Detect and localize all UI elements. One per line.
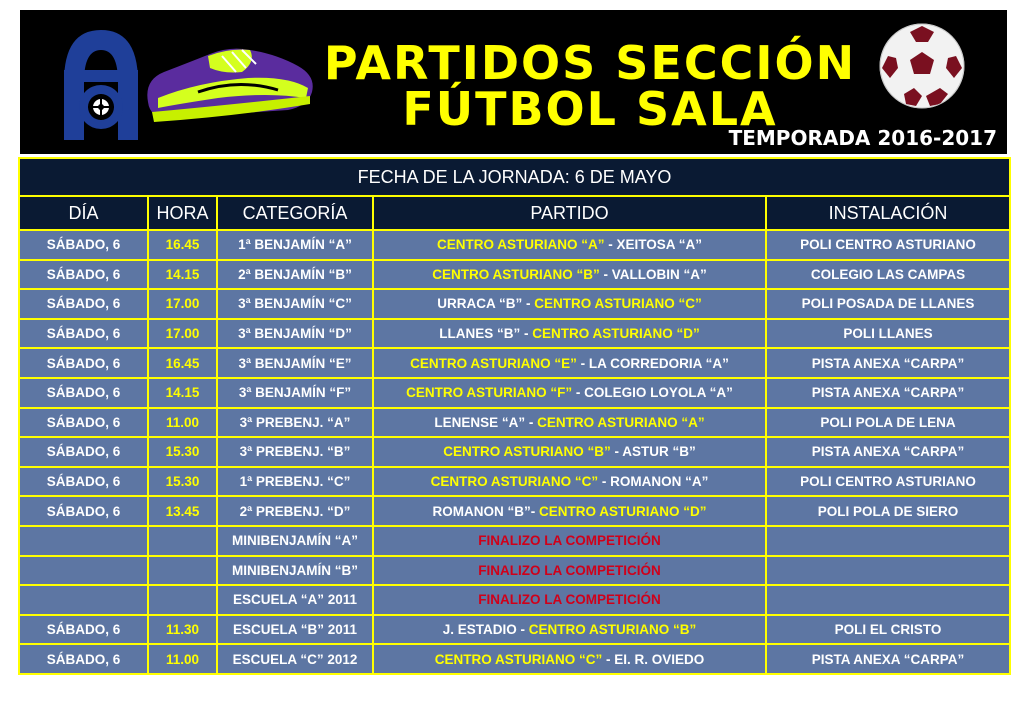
cell-dia: SÁBADO, 6: [19, 378, 148, 408]
cell-instalacion: POLI POSADA DE LLANES: [766, 289, 1010, 319]
futsal-ball-icon: [878, 22, 966, 110]
cell-partido: [373, 348, 766, 378]
cell-hora: 14.15: [148, 260, 217, 290]
cell-partido: [373, 260, 766, 290]
cell-instalacion: PISTA ANEXA “CARPA”: [766, 644, 1010, 674]
home-club-team-name: CENTRO ASTURIANO “A”: [537, 414, 705, 430]
cell-hora: 17.00: [148, 319, 217, 349]
cell-categoria: 3ª BENJAMÍN “F”: [217, 378, 373, 408]
cell-dia: SÁBADO, 6: [19, 348, 148, 378]
cell-dia: SÁBADO, 6: [19, 467, 148, 497]
cell-dia: SÁBADO, 6: [19, 644, 148, 674]
column-header-hora: HORA: [148, 196, 217, 230]
cell-dia: SÁBADO, 6: [19, 319, 148, 349]
home-club-team-name: CENTRO ASTURIANO “B”: [443, 444, 611, 460]
cell-categoria: ESCUELA “C” 2012: [217, 644, 373, 674]
home-club-team-name: CENTRO ASTURIANO “D”: [532, 326, 700, 342]
header-banner: [20, 10, 1007, 154]
cell-dia: [19, 526, 148, 556]
cell-hora: [148, 526, 217, 556]
cell-instalacion: PISTA ANEXA “CARPA”: [766, 378, 1010, 408]
cell-partido: [373, 319, 766, 349]
cell-hora: 11.00: [148, 644, 217, 674]
cell-partido: [373, 408, 766, 438]
cell-partido: [373, 230, 766, 260]
table-row: [19, 615, 1010, 645]
home-club-team-name: CENTRO ASTURIANO “A”: [436, 237, 605, 253]
cell-categoria: ESCUELA “A” 2011: [217, 585, 373, 615]
table-row: [19, 230, 1010, 260]
cell-categoria: MINIBENJAMÍN “A”: [217, 526, 373, 556]
table-row: [19, 585, 1010, 615]
cell-dia: [19, 556, 148, 586]
cell-categoria: 1ª BENJAMÍN “A”: [217, 230, 373, 260]
cell-categoria: 3ª PREBENJ. “B”: [217, 437, 373, 467]
opponent-team-name: LLANES “B” -: [439, 326, 533, 342]
cell-dia: SÁBADO, 6: [19, 408, 148, 438]
cell-categoria: ESCUELA “B” 2011: [217, 615, 373, 645]
home-club-team-name: CENTRO ASTURIANO “B”: [432, 266, 600, 282]
column-header-categoria: CATEGORÍA: [217, 196, 373, 230]
table-row: [19, 644, 1010, 674]
title-line-2: FÚTBOL SALA: [402, 82, 778, 136]
cell-hora: 16.45: [148, 348, 217, 378]
home-club-team-name: CENTRO ASTURIANO “D”: [539, 503, 707, 519]
cell-partido: [373, 467, 766, 497]
opponent-team-name: - EI. R. OVIEDO: [602, 651, 705, 667]
schedule-table: [18, 157, 1011, 675]
table-row: [19, 556, 1010, 586]
cell-hora: 16.45: [148, 230, 217, 260]
cell-categoria: 1ª PREBENJ. “C”: [217, 467, 373, 497]
table-row: [19, 260, 1010, 290]
opponent-team-name: - VALLOBIN “A”: [599, 266, 707, 282]
cell-instalacion: POLI CENTRO ASTURIANO: [766, 467, 1010, 497]
opponent-team-name: ROMANON “B”-: [432, 503, 539, 519]
cell-categoria: 3ª BENJAMÍN “E”: [217, 348, 373, 378]
home-club-team-name: CENTRO ASTURIANO “C”: [434, 651, 603, 667]
cell-hora: 14.15: [148, 378, 217, 408]
cell-dia: SÁBADO, 6: [19, 230, 148, 260]
cell-hora: [148, 556, 217, 586]
club-logo-icon: [56, 22, 146, 144]
table-row: [19, 496, 1010, 526]
opponent-team-name: URRACA “B” -: [437, 296, 535, 312]
cell-instalacion: PISTA ANEXA “CARPA”: [766, 348, 1010, 378]
cell-categoria: 2ª PREBENJ. “D”: [217, 496, 373, 526]
table-row: [19, 319, 1010, 349]
opponent-team-name: - XEITOSA “A”: [604, 237, 702, 253]
cell-instalacion: [766, 585, 1010, 615]
cell-hora: 13.45: [148, 496, 217, 526]
cell-instalacion: POLI POLA DE LENA: [766, 408, 1010, 438]
cell-dia: SÁBADO, 6: [19, 437, 148, 467]
cell-hora: 15.30: [148, 437, 217, 467]
competition-finished-note: FINALIZO LA COMPETICIÓN: [478, 562, 661, 578]
cell-partido: [373, 644, 766, 674]
cell-partido: [373, 289, 766, 319]
matchday-date-banner: FECHA DE LA JORNADA: 6 DE MAYO: [19, 158, 1010, 196]
title-line-1: PARTIDOS SECCIÓN: [323, 36, 857, 90]
cell-partido: [373, 615, 766, 645]
competition-finished-note: FINALIZO LA COMPETICIÓN: [478, 592, 661, 608]
cell-instalacion: [766, 556, 1010, 586]
home-club-team-name: CENTRO ASTURIANO “C”: [430, 474, 599, 490]
cell-categoria: 2ª BENJAMÍN “B”: [217, 260, 373, 290]
column-header-partido: PARTIDO: [373, 196, 766, 230]
cell-partido: [373, 437, 766, 467]
cell-categoria: 3ª PREBENJ. “A”: [217, 408, 373, 438]
cell-instalacion: POLI EL CRISTO: [766, 615, 1010, 645]
home-club-team-name: CENTRO ASTURIANO “F”: [406, 385, 573, 401]
cell-instalacion: PISTA ANEXA “CARPA”: [766, 437, 1010, 467]
table-row: [19, 378, 1010, 408]
cell-instalacion: [766, 526, 1010, 556]
season-label: TEMPORADA 2016-2017: [728, 126, 997, 150]
cell-instalacion: POLI POLA DE SIERO: [766, 496, 1010, 526]
opponent-team-name: LENENSE “A” -: [434, 414, 538, 430]
opponent-team-name: - LA CORREDORIA “A”: [576, 355, 729, 371]
home-club-team-name: CENTRO ASTURIANO “E”: [410, 355, 577, 371]
cell-categoria: MINIBENJAMÍN “B”: [217, 556, 373, 586]
schedule-table-wrapper: [18, 157, 1009, 675]
cell-hora: 15.30: [148, 467, 217, 497]
cell-instalacion: POLI LLANES: [766, 319, 1010, 349]
opponent-team-name: J. ESTADIO -: [442, 622, 529, 638]
column-header-instalacion: INSTALACIÓN: [766, 196, 1010, 230]
table-header-row: [19, 196, 1010, 230]
table-row: [19, 467, 1010, 497]
cell-partido: [373, 585, 766, 615]
cell-partido: [373, 526, 766, 556]
cell-dia: SÁBADO, 6: [19, 615, 148, 645]
table-row: [19, 408, 1010, 438]
cell-dia: [19, 585, 148, 615]
opponent-team-name: - ASTUR “B”: [610, 444, 696, 460]
cell-categoria: 3ª BENJAMÍN “D”: [217, 319, 373, 349]
table-row: [19, 526, 1010, 556]
cell-hora: 11.30: [148, 615, 217, 645]
cell-dia: SÁBADO, 6: [19, 289, 148, 319]
opponent-team-name: - COLEGIO LOYOLA “A”: [572, 385, 733, 401]
cell-instalacion: COLEGIO LAS CAMPAS: [766, 260, 1010, 290]
home-club-team-name: CENTRO ASTURIANO “B”: [528, 622, 697, 638]
cell-dia: SÁBADO, 6: [19, 260, 148, 290]
cell-partido: [373, 556, 766, 586]
cell-hora: 17.00: [148, 289, 217, 319]
table-row: [19, 348, 1010, 378]
cell-dia: SÁBADO, 6: [19, 496, 148, 526]
cell-categoria: 3ª BENJAMÍN “C”: [217, 289, 373, 319]
cell-instalacion: POLI CENTRO ASTURIANO: [766, 230, 1010, 260]
home-club-team-name: CENTRO ASTURIANO “C”: [534, 296, 702, 312]
competition-finished-note: FINALIZO LA COMPETICIÓN: [478, 533, 661, 549]
cell-partido: [373, 378, 766, 408]
column-header-dia: DÍA: [19, 196, 148, 230]
cell-hora: 11.00: [148, 408, 217, 438]
cell-hora: [148, 585, 217, 615]
cell-partido: [373, 496, 766, 526]
table-row: [19, 289, 1010, 319]
table-row: [19, 437, 1010, 467]
opponent-team-name: - ROMANON “A”: [598, 474, 709, 490]
